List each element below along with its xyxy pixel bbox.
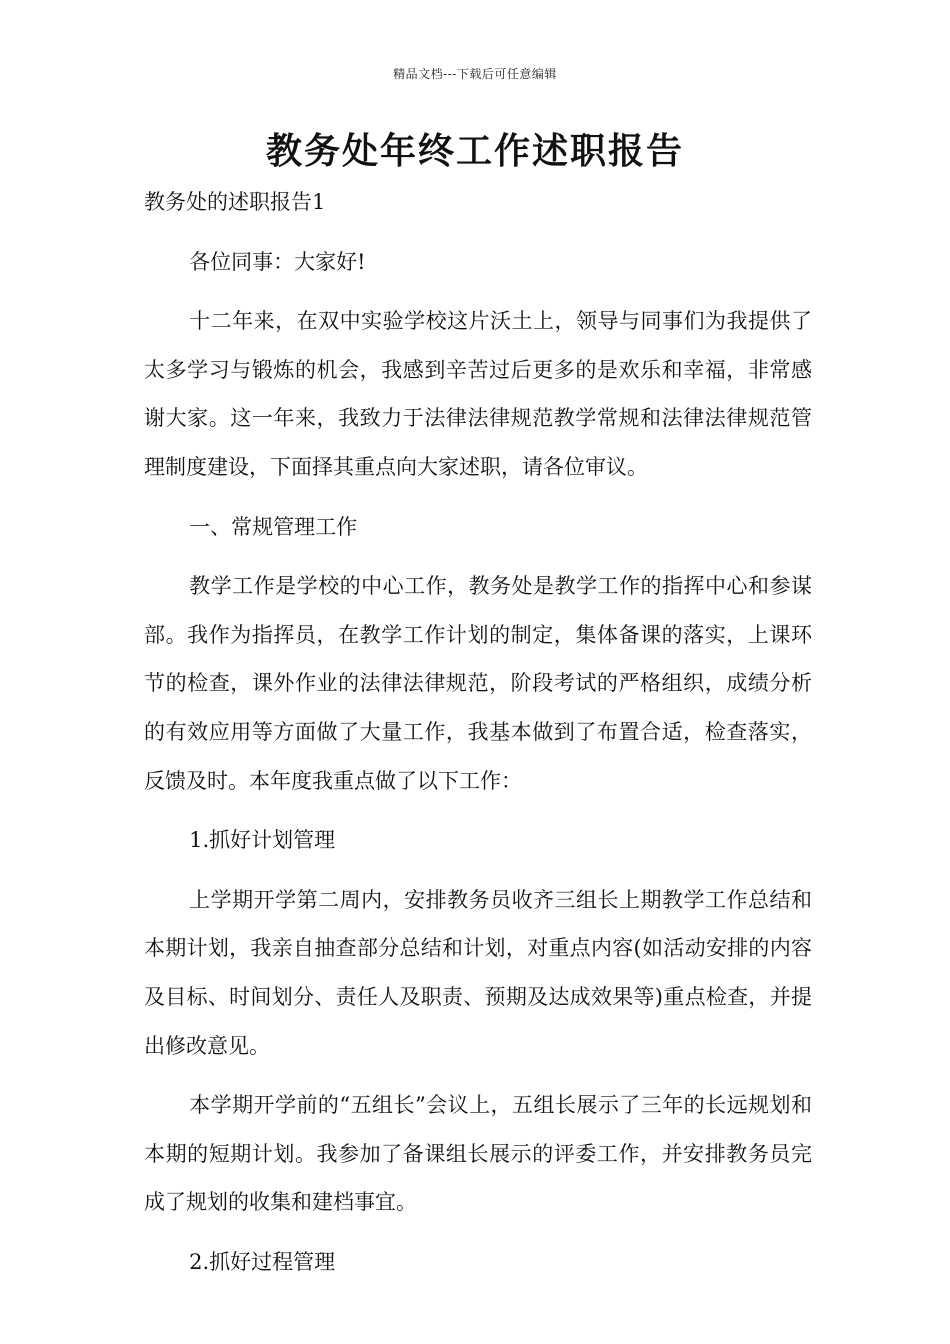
greeting-paragraph: 各位同事：大家好! <box>189 249 366 274</box>
document-body <box>144 178 812 1286</box>
section-subtitle: 教务处的述职报告1 <box>144 190 326 214</box>
body-paragraph: 本学期开学前的“五组长”会议上，五组长展示了三年的长远规划和本期的短期计划。我参加了备课组长展示的评委工作，并安排教务员完成了规划的收集和建档事宜。 <box>144 1093 812 1215</box>
page-header-watermark: 精品文档---下载后可任意编辑 <box>393 67 557 81</box>
body-paragraph: 上学期开学第二周内，安排教务员收齐三组长上期教学工作总结和本期计划，我亲自抽查部分总结和计划，对重点内容(如活动安排的内容及目标、时间划分、责任人及职责、预期及达成效果等)重点检查，并提出修改意见。 <box>144 887 812 1058</box>
document-title: 教务处年终工作述职报告 <box>265 131 684 172</box>
subsection-heading: 1.抓好计划管理 <box>189 828 336 853</box>
section-heading: 一、常规管理工作 <box>189 514 358 539</box>
body-paragraph: 教学工作是学校的中心工作，教务处是教学工作的指挥中心和参谋部。我作为指挥员，在教学工作计划的制定，集体备课的落实，上课环节的检查，课外作业的法律法律规范，阶段考试的严格组织，成绩分析的有效应用等方面做了大量工作，我基本做到了布置合适，检查落实，反馈及时。本年度我重点做了以下工作： <box>144 574 812 793</box>
subsection-heading: 2.抓好过程管理 <box>189 1249 336 1274</box>
intro-paragraph: 十二年来，在双中实验学校这片沃土上，领导与同事们为我提供了太多学习与锻炼的机会，我感到辛苦过后更多的是欢乐和幸福，非常感谢大家。这一年来，我致力于法律法律规范教学常规和法律法律规范管理制度建设，下面择其重点向大家述职，请各位审议。 <box>144 309 812 479</box>
